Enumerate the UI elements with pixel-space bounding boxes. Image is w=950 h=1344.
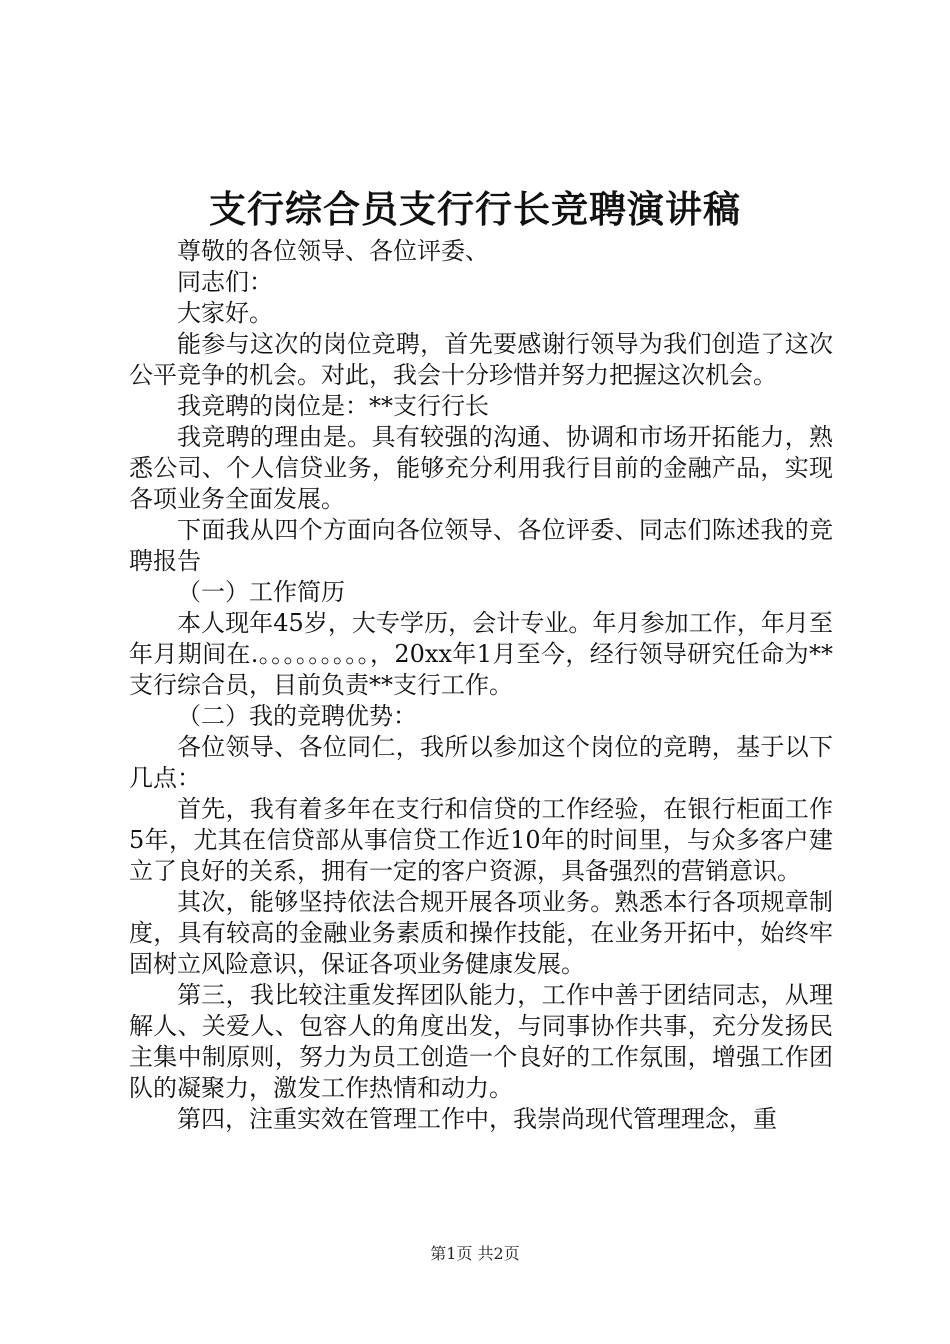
document-body: [129, 236, 833, 1135]
paragraph-third: 第三，我比较注重发挥团队能力，工作中善于团结同志，从理解人、关爱人、包容人的角度出发，与同事协作共事，充分发扬民主集中制原则，努力为员工创造一个良好的工作氛围，增强工作团队的凝聚力，激发工作热情和动力。: [129, 981, 833, 1102]
paragraph-salutation-2: 同志们：: [177, 268, 273, 296]
paragraph-resume: 本人现年45岁，大专学历，会计专业。年月参加工作，年月至年月期间在.。。。。。。。。。，20xx年1月至今，经行领导研究任命为**支行综合员，目前负责**支行工作。: [129, 609, 833, 699]
section-heading-advantages: （二）我的竞聘优势：: [177, 702, 417, 730]
page-footer: 第1页 共2页: [430, 1244, 520, 1263]
paragraph-position: 我竞聘的岗位是：**支行行长: [177, 392, 489, 420]
paragraph-advantages-intro: 各位领导、各位同仁，我所以参加这个岗位的竞聘，基于以下几点：: [129, 733, 833, 792]
paragraph-fourth: 第四，注重实效在管理工作中，我崇尚现代管理理念，重: [177, 1105, 777, 1133]
paragraph-outline: 下面我从四个方面向各位领导、各位评委、同志们陈述我的竞聘报告: [129, 516, 833, 575]
paragraph-first: 首先，我有着多年在支行和信贷的工作经验，在银行柜面工作5年，尤其在信贷部从事信贷工作近10年的时间里，与众多客户建立了良好的关系，拥有一定的客户资源，具备强烈的营销意识。: [129, 795, 833, 885]
document-title: 支行综合员支行行长竞聘演讲稿: [209, 187, 741, 231]
section-heading-resume: （一）工作简历: [177, 578, 345, 606]
paragraph-greeting: 大家好。: [177, 299, 273, 327]
paragraph-salutation: 尊敬的各位领导、各位评委、: [177, 237, 489, 265]
paragraph-reason: 我竞聘的理由是。具有较强的沟通、协调和市场开拓能力，熟悉公司、个人信贷业务，能够充分利用我行目前的金融产品，实现各项业务全面发展。: [129, 423, 833, 513]
paragraph-intro: 能参与这次的岗位竞聘，首先要感谢行领导为我们创造了这次公平竞争的机会。对此，我会十分珍惜并努力把握这次机会。: [129, 330, 833, 389]
paragraph-second: 其次，能够坚持依法合规开展各项业务。熟悉本行各项规章制度，具有较高的金融业务素质和操作技能，在业务开拓中，始终牢固树立风险意识，保证各项业务健康发展。: [129, 888, 833, 978]
